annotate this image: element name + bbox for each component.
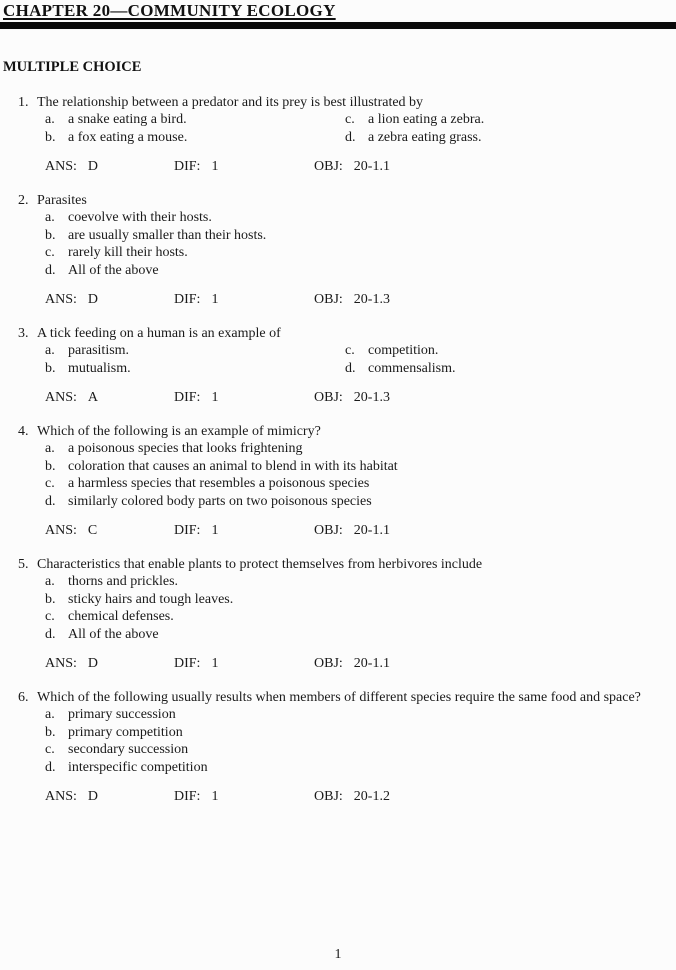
option-text: competition.: [368, 343, 439, 358]
option-letter: b.: [45, 591, 56, 607]
option-d: [37, 759, 656, 777]
options-list: [37, 111, 656, 146]
dif-label: DIF:: [174, 390, 201, 405]
question-number: 1.: [18, 94, 29, 110]
answer-row: [37, 655, 656, 673]
option-text: All of the above: [68, 262, 159, 278]
question-stem: A tick feeding on a human is an example of: [37, 325, 281, 341]
question-stem: Characteristics that enable plants to protect themselves from herbivores include: [37, 556, 483, 572]
option-letter: a.: [45, 210, 55, 225]
options-list: [37, 440, 656, 510]
option-b: [37, 591, 656, 609]
question-4: [18, 423, 656, 540]
option-a: [37, 706, 656, 724]
option-text: chemical defenses.: [68, 609, 174, 624]
option-text: a poisonous species that looks frightening: [68, 441, 303, 456]
obj-value: 20-1.3: [353, 292, 390, 307]
dif-label: DIF:: [174, 159, 201, 174]
obj-value: 20-1.1: [353, 656, 390, 671]
option-text: a zebra eating grass.: [368, 129, 482, 145]
options-list: [37, 706, 656, 776]
option-d: [37, 626, 656, 644]
option-text: a snake eating a bird.: [68, 112, 187, 127]
option-letter: d.: [45, 262, 56, 278]
option-text: primary competition: [68, 724, 183, 740]
option-letter: a.: [45, 441, 55, 456]
dif-label: DIF:: [174, 656, 201, 671]
option-a: [37, 440, 656, 458]
option-text: thorns and prickles.: [68, 574, 179, 589]
option-text: coloration that causes an animal to blend in with its habitat: [68, 458, 398, 474]
dif-value: 1: [211, 789, 219, 804]
section-heading: MULTIPLE CHOICE: [3, 59, 142, 75]
ans-value: D: [87, 292, 99, 307]
ans-label: ANS:: [45, 292, 77, 307]
answer-row: [37, 158, 656, 176]
question-number: 5.: [18, 556, 29, 572]
option-text: All of the above: [68, 626, 159, 642]
option-letter: b.: [45, 360, 56, 376]
ans-value: D: [87, 789, 99, 804]
question-number: 4.: [18, 423, 29, 439]
option-text: primary succession: [68, 707, 176, 722]
option-b: [37, 458, 656, 476]
question-6: [18, 689, 656, 806]
obj-value: 20-1.2: [353, 789, 390, 804]
option-a: [37, 209, 656, 227]
question-3: [18, 325, 656, 407]
option-letter: a.: [45, 707, 55, 722]
obj-value: 20-1.1: [353, 523, 390, 538]
option-c: [37, 741, 656, 759]
dif-label: DIF:: [174, 523, 201, 538]
option-letter: b.: [45, 458, 56, 474]
ans-value: C: [87, 523, 98, 538]
option-letter: c.: [45, 476, 55, 491]
option-text: mutualism.: [68, 360, 131, 376]
option-letter: b.: [45, 724, 56, 740]
ans-value: D: [87, 656, 99, 671]
question-2: [18, 192, 656, 309]
title-divider: [0, 22, 676, 29]
option-text: commensalism.: [368, 360, 456, 376]
option-letter: d.: [345, 360, 356, 376]
options-list: [37, 342, 656, 377]
option-c: [337, 111, 656, 129]
obj-label: OBJ:: [314, 656, 343, 671]
question-number: 6.: [18, 689, 29, 705]
dif-label: DIF:: [174, 292, 201, 307]
question-stem: Parasites: [37, 192, 87, 208]
question-list: [18, 94, 656, 806]
option-b: [37, 129, 337, 147]
option-b: [37, 724, 656, 742]
option-letter: c.: [45, 742, 55, 757]
question-stem: Which of the following is an example of mimicry?: [37, 423, 321, 439]
options-list: [37, 209, 656, 279]
option-text: a lion eating a zebra.: [368, 112, 485, 127]
option-c: [337, 342, 656, 360]
obj-label: OBJ:: [314, 789, 343, 804]
question-number: 2.: [18, 192, 29, 208]
option-text: coevolve with their hosts.: [68, 210, 212, 225]
page-number: 1: [334, 946, 342, 962]
option-d: [37, 493, 656, 511]
option-a: [37, 111, 337, 129]
ans-value: D: [87, 159, 99, 174]
options-list: [37, 573, 656, 643]
option-letter: c.: [345, 112, 355, 127]
option-text: similarly colored body parts on two poisonous species: [68, 493, 372, 509]
option-b: [37, 227, 656, 245]
dif-value: 1: [211, 292, 219, 307]
option-text: interspecific competition: [68, 759, 208, 775]
option-text: secondary succession: [68, 742, 189, 757]
option-text: a fox eating a mouse.: [68, 129, 188, 145]
option-letter: d.: [45, 759, 56, 775]
ans-value: A: [87, 390, 99, 405]
obj-label: OBJ:: [314, 159, 343, 174]
question-stem: The relationship between a predator and its prey is best illustrated by: [37, 94, 424, 110]
option-text: rarely kill their hosts.: [68, 245, 188, 260]
dif-value: 1: [211, 390, 219, 405]
dif-value: 1: [211, 159, 219, 174]
option-letter: a.: [45, 343, 55, 358]
option-letter: a.: [45, 574, 55, 589]
question-1: [18, 94, 656, 176]
option-letter: d.: [45, 626, 56, 642]
ans-label: ANS:: [45, 523, 77, 538]
obj-label: OBJ:: [314, 390, 343, 405]
option-letter: b.: [45, 227, 56, 243]
ans-label: ANS:: [45, 789, 77, 804]
option-text: parasitism.: [68, 343, 130, 358]
answer-row: [37, 389, 656, 407]
question-5: [18, 556, 656, 673]
option-letter: c.: [45, 245, 55, 260]
option-letter: d.: [45, 493, 56, 509]
option-b: [37, 360, 337, 378]
obj-value: 20-1.3: [353, 390, 390, 405]
obj-label: OBJ:: [314, 292, 343, 307]
option-a: [37, 342, 337, 360]
option-d: [37, 262, 656, 280]
obj-label: OBJ:: [314, 523, 343, 538]
option-d: [337, 360, 656, 378]
option-text: a harmless species that resembles a poisonous species: [68, 476, 370, 491]
option-text: are usually smaller than their hosts.: [68, 227, 267, 243]
option-letter: c.: [45, 609, 55, 624]
ans-label: ANS:: [45, 390, 77, 405]
answer-row: [37, 291, 656, 309]
dif-label: DIF:: [174, 789, 201, 804]
option-letter: a.: [45, 112, 55, 127]
obj-value: 20-1.1: [353, 159, 390, 174]
ans-label: ANS:: [45, 159, 77, 174]
option-letter: c.: [345, 343, 355, 358]
dif-value: 1: [211, 523, 219, 538]
option-c: [37, 244, 656, 262]
option-a: [37, 573, 656, 591]
page-title: CHAPTER 20—COMMUNITY ECOLOGY: [3, 1, 336, 20]
option-c: [37, 608, 656, 626]
ans-label: ANS:: [45, 656, 77, 671]
answer-row: [37, 788, 656, 806]
option-letter: b.: [45, 129, 56, 145]
option-c: [37, 475, 656, 493]
option-d: [337, 129, 656, 147]
question-stem: Which of the following usually results when members of different species require the same food and space?: [37, 689, 641, 705]
option-text: sticky hairs and tough leaves.: [68, 591, 234, 607]
answer-row: [37, 522, 656, 540]
question-number: 3.: [18, 325, 29, 341]
option-letter: d.: [345, 129, 356, 145]
dif-value: 1: [211, 656, 219, 671]
